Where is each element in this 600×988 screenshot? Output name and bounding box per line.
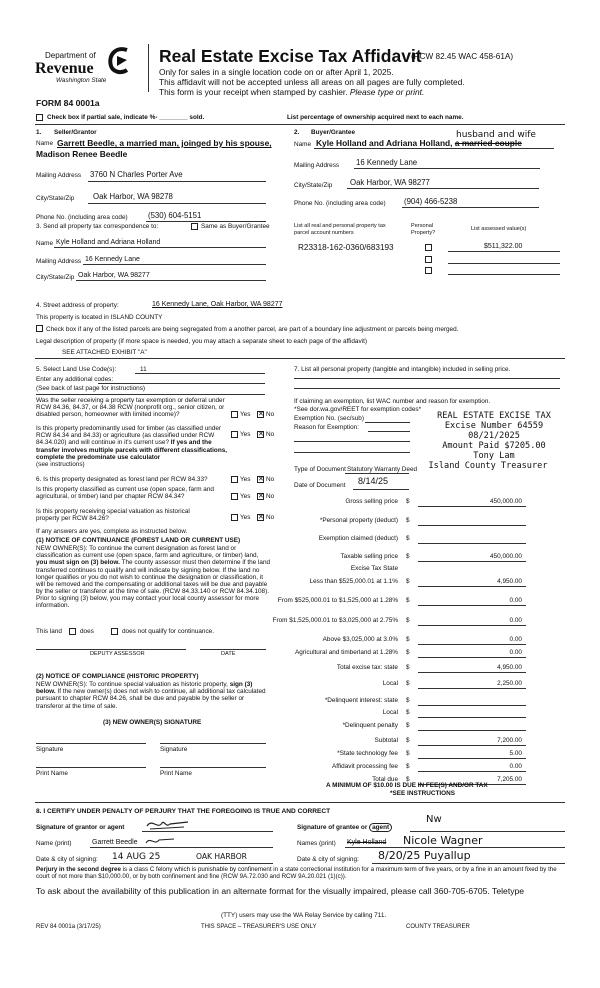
currency-symbol: $ (406, 636, 410, 643)
no-label: No (266, 431, 275, 438)
line (36, 743, 146, 744)
line (90, 847, 273, 848)
currency-symbol: $ (406, 709, 410, 716)
grantor-sign-city[interactable]: OAK HARBOR (196, 852, 247, 861)
calc-row-label: From $525,000.01 to $1,525,000 at 1.28% (277, 597, 398, 604)
segregated-checkbox[interactable] (36, 325, 43, 332)
calc-row-label: Less than $525,000.01 at 1.1% (309, 578, 398, 585)
buyer-heading: Buyer/Grantee (311, 129, 356, 136)
q2-no-checkbox-checked[interactable]: ✕ (258, 431, 264, 438)
line (294, 452, 410, 453)
amount-line (418, 525, 526, 526)
grantee-signature-label: Signature of grantee or agent (297, 824, 392, 831)
personal-property-checkbox-1[interactable] (425, 244, 432, 251)
q6c-no-checkbox-checked[interactable]: ✕ (258, 514, 264, 521)
reason-label: Reason for Exemption: (294, 424, 360, 431)
print-name-label: Print Name (36, 770, 68, 777)
date-city-label: Date & city of signing: (36, 856, 98, 863)
line (54, 247, 266, 248)
seller-mail-label: Mailing Address (36, 172, 82, 179)
parcel-label-2: parcel account numbers (294, 230, 354, 236)
seller-name-value[interactable]: Garrett Beedle, a married man, joinged by his spouse, (57, 138, 272, 148)
partial-sale-label: Check box if partial sale, indicate %- ________ sold. (47, 114, 205, 121)
current-use-question: Is this property classified as current use (open space, farm and agricultural, or timber) land per chapter RCW 84.34? (36, 486, 214, 501)
form-number: FORM 84 0001a (36, 98, 100, 108)
calc-row-label: *Personal property (deduct) (319, 517, 398, 524)
calc-row-value[interactable]: 5.00 (509, 750, 522, 757)
amount-line (418, 758, 526, 759)
yes-label: Yes (240, 514, 251, 521)
calc-row-value[interactable]: 0.00 (509, 617, 522, 624)
line (448, 274, 560, 275)
personal-property-checkbox-2[interactable] (425, 256, 432, 263)
calc-row-value[interactable]: 2,250.00 (497, 680, 522, 687)
if-any-yes: If any answers are yes, complete as instructed below. (36, 528, 188, 535)
line (36, 394, 265, 395)
calc-row-value[interactable]: 0.00 (509, 597, 522, 604)
line (160, 767, 266, 768)
seller-heading: Seller/Grantor (54, 129, 97, 136)
currency-symbol: $ (406, 680, 410, 687)
line (36, 649, 186, 650)
see-back-note: (See back of last page for instructions) (36, 385, 146, 392)
grantor-signature (144, 816, 190, 832)
send-mail-value[interactable]: 16 Kennedy Lane (85, 256, 140, 263)
line (36, 767, 146, 768)
currency-symbol: $ (406, 535, 410, 542)
header-divider (148, 44, 149, 92)
stamp-line-5: Tony Lam (473, 451, 515, 461)
q1-yes-checkbox[interactable] (231, 411, 238, 418)
see-instructions-note: *SEE INSTRUCTIONS (390, 790, 455, 797)
line (160, 743, 266, 744)
doc-type-value[interactable]: Statutory Warranty Deed (347, 466, 418, 473)
currency-symbol: $ (406, 597, 410, 604)
stamp-line-6: Island County Treasurer (428, 461, 548, 471)
q1-no-checkbox-checked[interactable]: ✕ (258, 411, 264, 418)
grantor-sign-date[interactable]: 14 AUG 25 (112, 852, 161, 862)
calc-row-label: Gross selling price (345, 498, 398, 505)
seller-heading-num: 1. (36, 129, 42, 136)
date-city-label-2: Date & city of signing: (297, 856, 359, 863)
parcel-number[interactable]: R23318-162-0360/683193 (298, 243, 394, 252)
doc-date-value[interactable]: 8/14/25 (358, 476, 389, 486)
amount-line (418, 717, 526, 718)
subtitle-2: This affidavit will not be accepted unless all areas on all pages are fully completed. (159, 77, 465, 87)
perjury-notice: Perjury in the second degree is a class C felony which is punishable by confinement in a state correctional institution for a maximum term of five years, or by a fine in an amount fixed by the court of not more than $10,000.00, or by both confinement and fine (RCW 9A.72.030 and RCW 9A.20.021 (1)(c)). (36, 866, 557, 880)
calc-row-label: From $1,525,000.01 to $3,025,000 at 2.75% (272, 617, 398, 624)
segregated-label: Check box if any of the listed parcels are being segregated from a another parcel, are part of a boundary line adjustment or parcels being merged. (46, 326, 459, 333)
amount-line (418, 730, 526, 731)
amount-line (418, 771, 526, 772)
historic-question: Is this property receiving special valuation as historical property per RCW 84.26? (36, 508, 190, 523)
ownership-note: List percentage of ownership acquired next to each name. (287, 114, 464, 121)
line (314, 148, 554, 149)
calc-row-value[interactable]: 4,950.00 (497, 664, 522, 671)
yes-label: Yes (240, 493, 251, 500)
amount-line (418, 625, 526, 626)
calc-row-label: Local (382, 680, 398, 687)
notice-forest-body: NEW OWNER(S): To continue the current designation as forest land or classification as current use (open space, farm and agriculture, or timber) land, you must sign on (3) below. The county assessor must then determine if the land transferred continues to qualify and will indicate by signing below. If the land no longer qualifies or you do not wish to continue the designation or classification, it will be removed and the compensating or additional taxes will be due and payable by the seller or transferor at the time of sale. (RCW 84.33.140 or RCW 84.34.108). Prior to signing (3) below, you may contact your local county assessor for more information. (36, 545, 271, 610)
notice-forest-heading: (1) NOTICE OF CONTINUANCE (FOREST LAND OR CURRENT USE) (36, 537, 241, 544)
currency-symbol: $ (406, 578, 410, 585)
currency-symbol: $ (406, 553, 410, 560)
line (294, 441, 410, 442)
line (76, 280, 266, 281)
does-not-checkbox[interactable] (111, 628, 118, 635)
line (88, 203, 266, 204)
does-checkbox[interactable] (69, 628, 76, 635)
parcel-label-1: List all real and personal property tax (294, 223, 386, 229)
seller-name-label: Name (36, 140, 54, 147)
send-city-value[interactable]: Oak Harbor, WA 98277 (78, 272, 150, 279)
does-not-label: does not qualify for continuance. (122, 628, 215, 635)
dept-line-1: Department of (45, 51, 96, 60)
amount-line (418, 586, 526, 587)
print-name-label: Print Name (160, 770, 192, 777)
personal-property-checkbox-3[interactable] (425, 267, 432, 274)
subtitle-1: Only for sales in a single location code on or after April 1, 2025. (159, 67, 394, 77)
seller-name-value-2[interactable]: Madison Renee Beedle (36, 149, 128, 159)
treasurer-space-label: THIS SPACE – TREASURER'S USE ONLY (201, 924, 317, 930)
currency-symbol: $ (406, 649, 410, 656)
send-mail-label: Mailing Address (36, 258, 82, 265)
personal-label-2: Property? (411, 230, 436, 236)
name-print-label: Name (print) (36, 840, 72, 847)
land-use-value[interactable]: 11 (140, 366, 147, 373)
stamp-line-1: REAL ESTATE EXCISE TAX (437, 411, 551, 421)
send-city-label: City/State/Zip (36, 274, 75, 281)
line (83, 264, 266, 265)
amount-line (418, 705, 526, 706)
land-use-label: 5. Select Land Use Code(s): (36, 366, 117, 373)
county-treasurer-label: COUNTY TREASURER (406, 924, 470, 930)
does-label: does (80, 628, 94, 635)
yes-label: Yes (240, 411, 251, 418)
personal-label-1: Personal (411, 223, 434, 229)
calc-row-value[interactable]: 0.00 (509, 763, 522, 770)
amount-line (418, 657, 526, 658)
currency-symbol: $ (406, 722, 410, 729)
currency-symbol: $ (406, 498, 410, 505)
minimum-due-note: A MINIMUM OF $10.00 IS DUE IN FEE(S) AND/OR TAX (326, 782, 488, 789)
calc-row-value[interactable]: 0.00 (509, 636, 522, 643)
buyer-city-label: City/State/Zip (294, 182, 333, 189)
notice-historic-heading: (2) NOTICE OF COMPLIANCE (HISTORIC PROPERTY) (36, 673, 199, 680)
calc-row-label: Taxable selling price (340, 553, 398, 560)
stamp-line-2: Excise Number 64559 (444, 421, 544, 431)
buyer-name-value[interactable]: Kyle Holland and Adriana Holland, a married couple (316, 138, 522, 148)
send-name-label: Name (36, 240, 54, 247)
line (368, 431, 410, 432)
seller-mail-value[interactable]: 3760 N Charles Porter Ave (90, 170, 183, 179)
additional-codes-label: Enter any additional codes: (36, 376, 114, 383)
line (372, 863, 565, 864)
page-title: Real Estate Excise Tax Affidavit (159, 46, 422, 66)
revision-number: REV 84 0001a (3/17/25) (36, 924, 101, 930)
amount-line (418, 561, 526, 562)
calc-row-label: *Delinquent interest: state (324, 697, 398, 704)
county-line: This property is located in ISLAND COUNTY (36, 314, 163, 321)
grantee-initials-signature: Nw (426, 814, 442, 825)
calc-row-value[interactable]: 7,205.00 (497, 776, 522, 783)
buyer-phone-label: Phone No. (including area code) (294, 200, 386, 207)
buyer-mail-value[interactable]: 16 Kennedy Lane (356, 158, 418, 167)
calc-row-label: Excise Tax State (350, 565, 398, 572)
line (200, 649, 266, 650)
dept-line-3: Washington State (56, 77, 107, 84)
yes-label: Yes (240, 431, 251, 438)
q6-no-checkbox-checked[interactable]: ✕ (258, 476, 264, 483)
amount-line (418, 543, 526, 544)
doc-type-label: Type of Document (294, 466, 346, 473)
amount-line (418, 672, 526, 673)
amount-line (418, 644, 526, 645)
no-label: No (266, 411, 275, 418)
new-owner-signature-heading: (3) NEW OWNER(S) SIGNATURE (103, 719, 202, 726)
calc-row-value[interactable]: 0.00 (509, 649, 522, 656)
same-as-buyer-label: Same as Buyer/Grantee (201, 223, 270, 230)
street-value[interactable]: 16 Kennedy Lane, Oak Harbor, WA 98277 (152, 301, 283, 308)
exemption-question: Was the seller receiving a property tax exemption or deferral under RCW 84.36, 84.37, or 84.38 RCW (nonprofit org., senior citizen, or disabled person, homeowner with limited income)? (36, 397, 225, 419)
calc-row-label: Subtotal (374, 737, 398, 744)
grantor-name-print[interactable]: Garrett Beedle (92, 839, 138, 846)
line (365, 422, 410, 423)
exemption-no-label: Exemption No. (sec/sub) (294, 415, 364, 422)
signature-label: Signature (36, 746, 64, 753)
deputy-assessor-label: DEPUTY ASSESSOR (90, 651, 145, 657)
calc-row-label: Affidavit processing fee (332, 763, 398, 770)
divider (35, 124, 565, 125)
q6c-yes-checkbox[interactable] (231, 514, 238, 521)
certify-heading: 8. I CERTIFY UNDER PENALTY OF PERJURY THAT THE FOREGOING IS TRUE AND CORRECT (36, 808, 331, 815)
assessed-value[interactable]: $511,322.00 (484, 243, 523, 250)
calc-row-label: Exemption claimed (deduct) (318, 535, 398, 542)
currency-symbol: $ (406, 664, 410, 671)
buyer-heading-num: 2. (294, 129, 300, 136)
line (294, 388, 560, 389)
line (353, 489, 409, 490)
personal-property-label: 7. List all personal property (tangible and intangible) included in selling price. (294, 366, 511, 373)
line (410, 831, 565, 832)
this-land-label: This land (36, 628, 62, 635)
dor-logo-icon (105, 44, 133, 76)
currency-symbol: $ (406, 750, 410, 757)
alternate-format-notice: To ask about the availability of this publication in an alternate format for the visually impaired, please call 360-705-6705. Teletype (36, 886, 525, 896)
grantee-name-print[interactable]: Nicole Wagner (403, 834, 483, 847)
line (135, 373, 265, 374)
buyer-mail-label: Mailing Address (294, 162, 340, 169)
divider (35, 802, 565, 803)
seller-phone-label: Phone No. (including area code) (36, 214, 128, 221)
currency-symbol: $ (406, 617, 410, 624)
calc-row-label: Total due (372, 776, 398, 783)
line (345, 473, 409, 474)
grantor-signature-2 (144, 835, 176, 847)
currency-symbol: $ (406, 776, 410, 783)
no-label: No (266, 493, 275, 500)
calc-row-value[interactable]: 450,000.00 (490, 498, 522, 505)
currency-symbol: $ (406, 763, 410, 770)
amount-line (418, 506, 526, 507)
subtitle-3: This form is your receipt when stamped by cashier. Please type or print. (159, 87, 425, 97)
seller-phone-value[interactable]: (530) 604-5151 (148, 211, 202, 220)
grantee-sign-date-city[interactable]: 8/20/25 Puyallup (378, 849, 471, 862)
buyer-annotation: husband and wife (456, 130, 536, 140)
line (142, 831, 273, 832)
currency-symbol: $ (406, 517, 410, 524)
line (402, 207, 539, 208)
line (347, 188, 539, 189)
calc-row-label: Total excise tax: state (336, 664, 398, 671)
calc-row-label: *Delinquent penalty (342, 722, 398, 729)
timber-question: Is this property predominantly used for timber (as classified under RCW 84.34 and 84.33) or agriculture (as classified under RCW 84.34.020) and will continue in it's current use? If yes and the transfer involves multiple parcels with different classifications, complete the predominate use calculator (see instructions) (36, 425, 228, 468)
line (88, 181, 266, 182)
same-as-buyer-checkbox[interactable] (191, 223, 198, 230)
calc-row-label: Agricultural and timberland at 1.28% (294, 649, 398, 656)
assessed-label: List assessed value(s) (471, 226, 527, 232)
buyer-phone-value[interactable]: (904) 466-5238 (404, 197, 458, 206)
calc-row-label: *State technology fee (337, 750, 398, 757)
currency-symbol: $ (406, 697, 410, 704)
amount-line (418, 745, 526, 746)
line (354, 168, 540, 169)
no-label: No (266, 514, 275, 521)
line (448, 251, 560, 252)
line (448, 263, 560, 264)
line (345, 847, 565, 848)
grantor-signature-label: Signature of grantor or agent (36, 824, 125, 831)
currency-symbol: $ (406, 737, 410, 744)
line (110, 863, 273, 864)
rcw-reference: (RCW 82.45 WAC 458-61A) (411, 52, 514, 61)
divider (35, 358, 565, 359)
line (294, 378, 560, 379)
tty-notice: (TTY) users may use the WA Relay Service by calling 711. (221, 912, 387, 919)
calc-row-value[interactable]: 4,950.00 (497, 578, 522, 585)
notice-historic-body: NEW OWNER(S): To continue special valuation as historic property, sign (3) below. If the new owner(s) does not wish to continue, all additional tax calculated pursuant to chapter RCW 84.26, shall be due and payable by the seller or transferor at the time of sale. (36, 681, 266, 710)
send-correspondence-label: 3. Send all property tax correspondence to: (36, 223, 159, 230)
seller-city-label: City/State/Zip (36, 195, 75, 202)
exemption-codes-note: *See dor.wa.gov/REET for exemption codes* (294, 406, 422, 413)
grantee-name-struck: Kyle Holland (347, 839, 387, 846)
q2-yes-checkbox[interactable] (231, 431, 238, 438)
buyer-city-value[interactable]: Oak Harbor, WA 98277 (350, 178, 430, 187)
buyer-name-label: Name (294, 141, 312, 148)
calc-row-value[interactable]: 450,000.00 (490, 553, 522, 560)
yes-label: Yes (240, 476, 251, 483)
calc-row-label: Above $3,025,000 at 3.0% (322, 636, 398, 643)
street-label: 4. Street address of property: (36, 302, 119, 309)
dept-line-2: Revenue (35, 60, 94, 77)
forest-question: 6. Is this property designated as forest land per RCW 84.33? (36, 476, 208, 483)
calc-row-value[interactable]: 7,200.00 (497, 737, 522, 744)
partial-sale-checkbox[interactable] (36, 114, 43, 121)
doc-date-label: Date of Document (294, 482, 346, 489)
calc-row-label: Local (382, 709, 398, 716)
amount-line (418, 605, 526, 606)
names-print-label: Names (print) (297, 840, 336, 847)
exemption-instructions: If claiming an exemption, list WAC number and reason for exemption. (294, 398, 491, 405)
send-name-value[interactable]: Kyle Holland and Adriana Holland (56, 239, 161, 246)
q6-yes-checkbox[interactable] (231, 476, 238, 483)
amount-line (418, 688, 526, 689)
legal-description-label: Legal description of property (if more space is needed, you may attach a separate sheet to each page of the affidavit) (36, 338, 367, 345)
line (146, 221, 266, 222)
line (98, 383, 265, 384)
signature-label: Signature (160, 746, 188, 753)
no-label: No (266, 476, 275, 483)
stamp-line-4: Amount Paid $7205.00 (442, 441, 546, 451)
date-label: DATE (221, 651, 236, 657)
legal-exhibit[interactable]: SEE ATTACHED EXHIBIT "A" (62, 349, 147, 356)
q6b-no-checkbox-checked[interactable]: ✕ (258, 493, 264, 500)
seller-city-value[interactable]: Oak Harbor, WA 98278 (93, 192, 173, 201)
q6b-yes-checkbox[interactable] (231, 493, 238, 500)
stamp-line-3: 08/21/2025 (468, 431, 520, 441)
